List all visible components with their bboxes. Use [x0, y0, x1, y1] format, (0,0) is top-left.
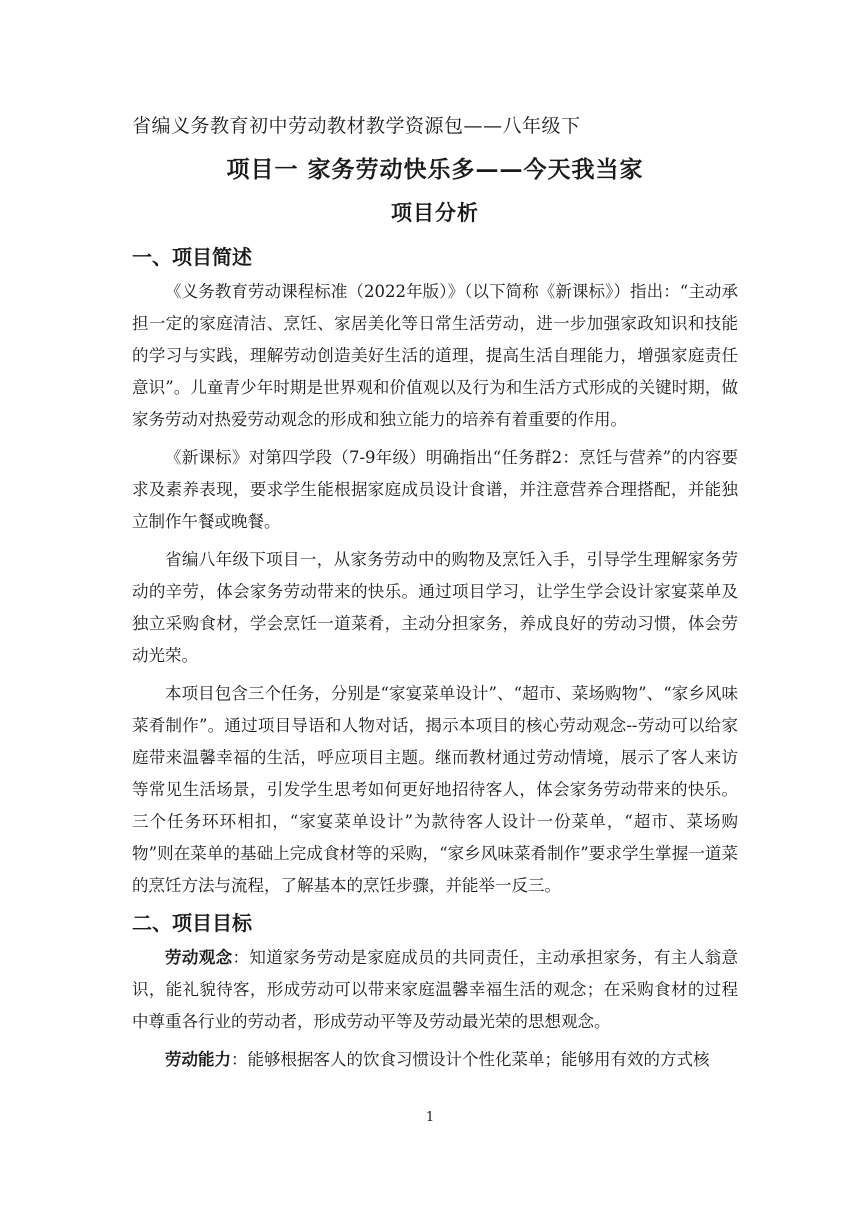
goal-text: ：能够根据客人的饮食习惯设计个性化菜单；能够用有效的方式核 — [231, 1050, 710, 1069]
goal-paragraph-labor-concept — [132, 942, 738, 1038]
overview-paragraph: 《新课标》对第四学段（7-9年级）明确指出“任务群2：烹饪与营养”的内容要求及素养表现，要求学生能根据家庭成员设计食谱，并注意营养合理搭配，并能独立制作午餐或晚餐。 — [132, 448, 738, 531]
document-page — [132, 112, 738, 1082]
overview-paragraph: 《义务教育劳动课程标准（2022年版）》（以下简称《新课标》）指出：“主动承担一定的家庭清洁、烹饪、家居美化等日常生活劳动，进一步加强家政知识和技能的学习与实践，理解劳动创造美好生活的道理，提高生活自理能力，增强家庭责任意识”。儿童青少年时期是世界观和价值观以及行为和生活方式形成的关键时期，做家务劳动对热爱劳动观念的形成和独立能力的培养有着重要的作用。 — [132, 282, 738, 429]
overview-paragraph: 本项目包含三个任务，分别是“家宴菜单设计”、“超市、菜场购物”、“家乡风味菜肴制作”。通过项目导语和人物对话，揭示本项目的核心劳动观念--劳动可以给家庭带来温馨幸福的生活，呼应项目主题。继而教材通过劳动情境，展示了客人来访等常见生活场景，引发学生思考如何更好地招待客人，体会家务劳动带来的快乐。三个任务环环相扣，“家宴菜单设计”为款待客人设计一份菜单，“超市、菜场购物”则在菜单的基础上完成食材等的采购，“家乡风味菜肴制作”要求学生掌握一道菜的烹饪方法与流程，了解基本的烹饪步骤，并能举一反三。 — [132, 684, 738, 895]
goal-paragraph-labor-ability — [132, 1044, 738, 1076]
section-heading-overview: 一、项目简述 — [132, 245, 252, 269]
overview-paragraph: 省编八年级下项目一，从家务劳动中的购物及烹饪入手，引导学生理解家务劳动的辛劳，体会家务劳动带来的快乐。通过项目学习，让学生学会设计家宴菜单及独立采购食材，学会烹饪一道菜肴，主动分担家务，养成良好的劳动习惯，体会劳动光荣。 — [132, 550, 738, 665]
project-subtitle: 项目分析 — [391, 200, 479, 225]
document-header: 省编义务教育初中劳动教材教学资源包——八年级下 — [132, 115, 581, 137]
project-title: 项目一 家务劳动快乐多——今天我当家 — [226, 156, 644, 183]
section-heading-goals: 二、项目目标 — [132, 911, 252, 935]
goal-label: 劳动能力 — [165, 1050, 231, 1069]
goal-label: 劳动观念 — [165, 948, 233, 967]
page-number: 1 — [425, 1110, 435, 1125]
goal-text: ：知道家务劳动是家庭成员的共同责任，主动承担家务，有主人翁意识，能礼貌待客，形成劳动可以带来家庭温馨幸福生活的观念；在采购食材的过程中尊重各行业的劳动者，形成劳动平等及劳动最光荣的思想观念。 — [132, 948, 739, 1031]
